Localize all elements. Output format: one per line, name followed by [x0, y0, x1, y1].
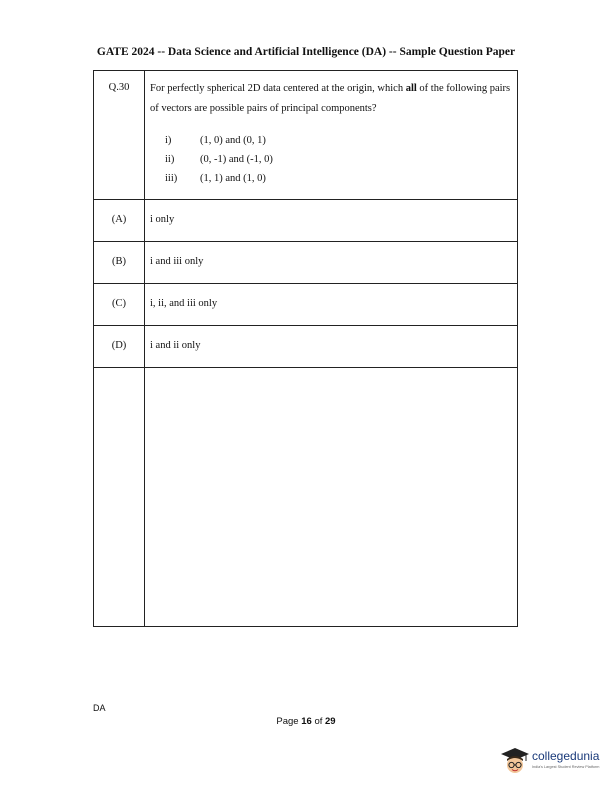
question-number: Q.30 [94, 71, 145, 200]
question-row [94, 71, 518, 200]
option-label: (B) [94, 242, 145, 284]
logo-wordmark: collegedunia [532, 749, 600, 763]
option-text: i and iii only [145, 242, 518, 284]
question-text-bold: all [405, 83, 417, 94]
option-text: i and ii only [145, 326, 518, 368]
empty-cell [94, 368, 145, 627]
statement-item: ii) (0, -1) and (-1, 0) [165, 154, 273, 165]
page-header: GATE 2024 -- Data Science and Artificial Intelligence (DA) -- Sample Question Paper [96, 46, 516, 58]
question-table [93, 70, 518, 627]
question-cell [145, 71, 518, 200]
footer-subject: DA [93, 703, 106, 713]
graduate-mascot-icon [500, 746, 530, 776]
option-label: (C) [94, 284, 145, 326]
logo-tagline: India's Largest Student Review Platform [532, 765, 600, 769]
option-d-row [94, 326, 518, 368]
collegedunia-logo [500, 746, 608, 782]
option-label: (D) [94, 326, 145, 368]
option-a-row [94, 200, 518, 242]
option-b-row [94, 242, 518, 284]
option-text: i only [145, 200, 518, 242]
option-c-row [94, 284, 518, 326]
page-number: Page 16 of 29 [276, 716, 336, 727]
statement-item: iii) (1, 1) and (1, 0) [165, 173, 266, 184]
statement-list [165, 131, 517, 188]
option-label: (A) [94, 200, 145, 242]
question-text: For perfectly spherical 2D data centered at the origin, which all of the following pairs of vectors are possible pairs of principal components? [150, 83, 511, 114]
option-text: i, ii, and iii only [145, 284, 518, 326]
statement-item: i) (1, 0) and (0, 1) [165, 135, 266, 146]
empty-cell [145, 368, 518, 627]
empty-row [94, 368, 518, 627]
